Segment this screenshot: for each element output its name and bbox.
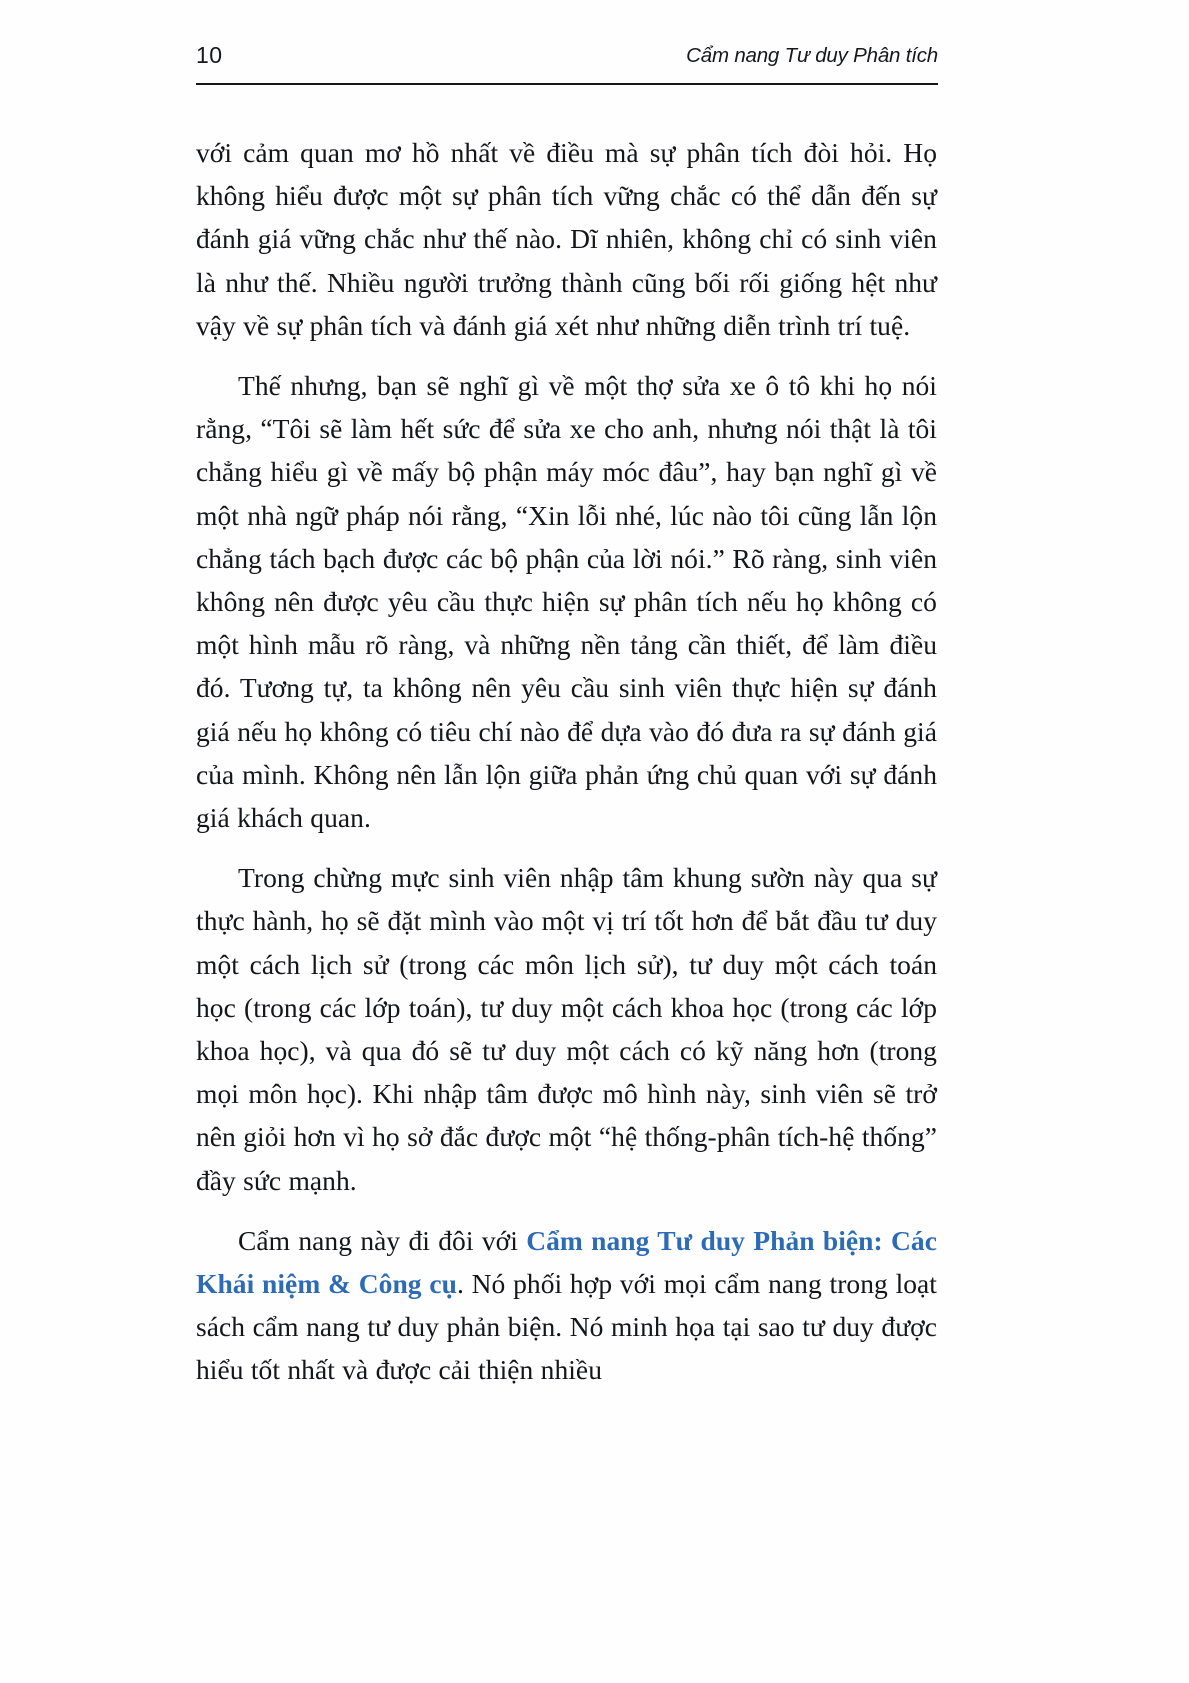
body-text-column: [196, 131, 937, 1392]
page-number: 10: [196, 42, 223, 68]
paragraph-1: với cảm quan mơ hồ nhất về điều mà sự phân tích đòi hỏi. Họ không hiểu được một sự phân tích vững chắc có thể dẫn đến sự đánh giá vững chắc như thế nào. Dĩ nhiên, không chỉ có sinh viên là như thế. Nhiều người trưởng thành cũng bối rối giống hệt như vậy về sự phân tích và đánh giá xét như những diễn trình trí tuệ.: [196, 137, 937, 341]
paragraph-4-lead-text: Cẩm nang này đi đôi với: [238, 1224, 527, 1256]
running-head-title: Cẩm nang Tư duy Phân tích: [686, 44, 938, 67]
paragraph-4: [196, 1219, 937, 1392]
header-divider: [196, 83, 938, 85]
paragraph-2: Thế nhưng, bạn sẽ nghĩ gì về một thợ sửa xe ô tô khi họ nói rằng, “Tôi sẽ làm hết sức để sửa xe cho anh, nhưng nói thật là tôi chẳng hiểu gì về mấy bộ phận máy móc đâu”, hay bạn nghĩ gì về một nhà ngữ pháp nói rằng, “Xin lỗi nhé, lúc nào tôi cũng lẫn lộn chẳng tách bạch được các bộ phận của lời nói.” Rõ ràng, sinh viên không nên được yêu cầu thực hiện sự phân tích nếu họ không có một hình mẫu rõ ràng, và những nền tảng cần thiết, để làm điều đó. Tương tự, ta không nên yêu cầu sinh viên thực hiện sự đánh giá nếu họ không có tiêu chí nào để dựa vào đó đưa ra sự đánh giá của mình. Không nên lẫn lộn giữa phản ứng chủ quan với sự đánh giá khách quan.: [196, 370, 937, 834]
referenced-book-title: Cẩm nang Tư duy Phản biện: Các Khái niệm & Công cụ: [196, 1224, 937, 1300]
page-header: [196, 42, 938, 80]
paragraph-3: Trong chừng mực sinh viên nhập tâm khung sườn này qua sự thực hành, họ sẽ đặt mình vào một vị trí tốt hơn để bắt đầu tư duy một cách lịch sử (trong các môn lịch sử), tư duy một cách toán học (trong các lớp toán), tư duy một cách khoa học (trong các lớp khoa học), và qua đó sẽ tư duy một cách có kỹ năng hơn (trong mọi môn học). Khi nhập tâm được mô hình này, sinh viên sẽ trở nên giỏi hơn vì họ sở đắc được một “hệ thống-phân tích-hệ thống” đầy sức mạnh.: [196, 862, 937, 1196]
paragraph-4-tail-text: . Nó phối hợp với mọi cẩm nang trong loạt sách cẩm nang tư duy phản biện. Nó minh họa tại sao tư duy được hiểu tốt nhất và được cải thiện nhiều: [196, 1268, 938, 1386]
